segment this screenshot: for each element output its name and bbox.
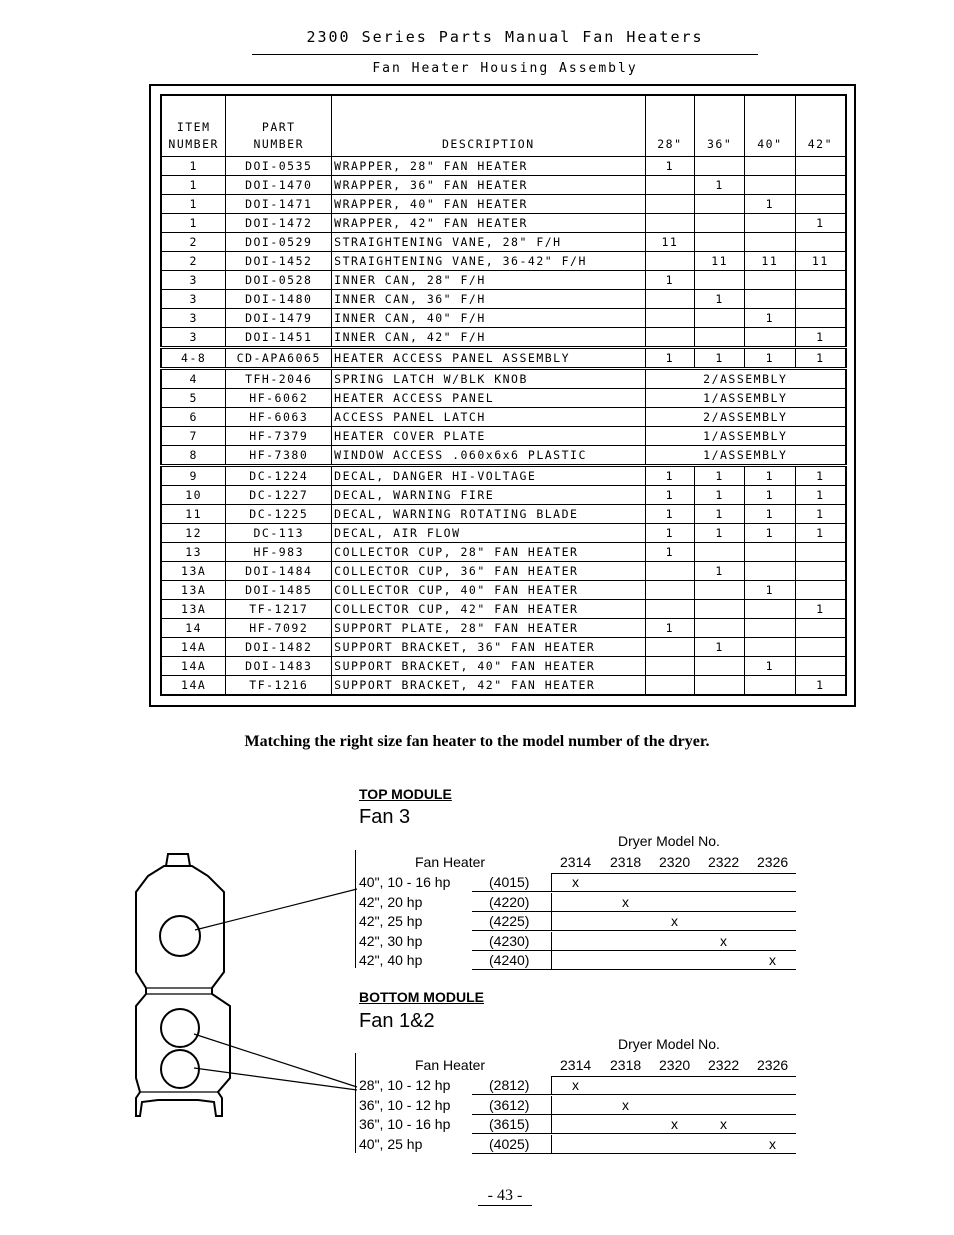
code-divider xyxy=(551,1115,552,1134)
cell-item-number: 4 xyxy=(161,369,226,389)
cell-description: INNER CAN, 36" F/H xyxy=(332,290,645,309)
cell-qty-42: 1 xyxy=(795,214,846,233)
cell-qty-28: 1 xyxy=(645,486,695,505)
model-mark: x xyxy=(622,1096,629,1113)
caption: Matching the right size fan heater to the model number of the dryer. xyxy=(244,733,710,750)
parts-table xyxy=(160,94,847,696)
cell-description: INNER CAN, 42" F/H xyxy=(332,328,645,348)
cell-part-number: TFH-2046 xyxy=(226,369,332,389)
cell-part-number: DC-113 xyxy=(226,524,332,543)
fan-size: 36", 10 - 12 hp xyxy=(359,1096,451,1113)
page-number: - 43 - xyxy=(478,1187,532,1206)
dryer-top-cap xyxy=(166,854,190,866)
table-row xyxy=(161,505,846,524)
cell-qty-36: 1 xyxy=(695,562,745,581)
code-divider xyxy=(551,1076,552,1095)
table-row xyxy=(161,676,846,696)
table-row xyxy=(161,657,846,676)
table-row xyxy=(161,157,846,176)
cell-description: DECAL, WARNING FIRE xyxy=(332,486,645,505)
cell-quantity-per-assembly: 2/ASSEMBLY xyxy=(645,369,846,389)
fan-code: (2812) xyxy=(489,1077,530,1093)
cell-qty-40 xyxy=(745,157,796,176)
cell-part-number: HF-7379 xyxy=(226,427,332,446)
cell-item-number: 10 xyxy=(161,486,226,505)
cell-qty-42: 1 xyxy=(795,676,846,696)
cell-part-number: DOI-1452 xyxy=(226,252,332,271)
fan-code: (4225) xyxy=(489,913,530,929)
cell-part-number: HF-6063 xyxy=(226,408,332,427)
cell-description: COLLECTOR CUP, 40" FAN HEATER xyxy=(332,581,645,600)
cell-qty-28 xyxy=(645,562,695,581)
table-row xyxy=(161,328,846,348)
cell-part-number: DOI-1483 xyxy=(226,657,332,676)
cell-qty-36: 1 xyxy=(695,638,745,657)
table-row xyxy=(161,271,846,290)
model-2320: 2320 xyxy=(659,1057,691,1073)
table-row xyxy=(161,427,846,446)
cell-description: COLLECTOR CUP, 42" FAN HEATER xyxy=(332,600,645,619)
cell-qty-36 xyxy=(695,581,745,600)
table-row xyxy=(161,348,846,369)
model-2314: 2314 xyxy=(560,854,592,870)
page-header-title: 2300 Series Parts Manual Fan Heaters xyxy=(306,28,704,46)
cell-qty-40: 1 xyxy=(745,466,796,486)
cell-item-number: 1 xyxy=(161,195,226,214)
fan-3-circle xyxy=(160,916,200,956)
cell-part-number: HF-7092 xyxy=(226,619,332,638)
cell-qty-36 xyxy=(695,657,745,676)
col-36: 36" xyxy=(695,95,745,157)
cell-qty-40: 1 xyxy=(745,581,796,600)
cell-description: INNER CAN, 40" F/H xyxy=(332,309,645,328)
model-2326: 2326 xyxy=(757,1057,789,1073)
cell-description: SPRING LATCH W/BLK KNOB xyxy=(332,369,645,389)
model-2318: 2318 xyxy=(610,854,642,870)
cell-part-number: CD-APA6065 xyxy=(226,348,332,369)
cell-qty-42 xyxy=(795,619,846,638)
cell-part-number: HF-983 xyxy=(226,543,332,562)
cell-item-number: 2 xyxy=(161,252,226,271)
top-module-fan: Fan 3 xyxy=(359,806,411,828)
cell-item-number: 1 xyxy=(161,176,226,195)
cell-qty-28 xyxy=(645,638,695,657)
code-divider xyxy=(551,932,552,951)
model-mark: x xyxy=(671,913,678,929)
cell-qty-40 xyxy=(745,214,796,233)
table-row xyxy=(161,195,846,214)
fan-size: 28", 10 - 12 hp xyxy=(359,1077,451,1093)
cell-part-number: TF-1217 xyxy=(226,600,332,619)
cell-part-number: TF-1216 xyxy=(226,676,332,696)
table-row xyxy=(161,446,846,466)
code-divider xyxy=(551,951,552,970)
cell-qty-40: 1 xyxy=(745,309,796,328)
cell-qty-42 xyxy=(795,233,846,252)
code-divider xyxy=(551,912,552,931)
cell-qty-40 xyxy=(745,233,796,252)
bottom-module-fan: Fan 1&2 xyxy=(359,1010,435,1032)
row-underline xyxy=(472,1153,796,1154)
fan-size: 36", 10 - 16 hp xyxy=(359,1116,451,1132)
cell-part-number: DOI-1480 xyxy=(226,290,332,309)
cell-qty-28: 1 xyxy=(645,505,695,524)
cell-qty-36 xyxy=(695,676,745,696)
cell-qty-42: 1 xyxy=(795,524,846,543)
cell-qty-36: 1 xyxy=(695,505,745,524)
cell-qty-42 xyxy=(795,290,846,309)
cell-item-number: 14 xyxy=(161,619,226,638)
cell-description: SUPPORT BRACKET, 40" FAN HEATER xyxy=(332,657,645,676)
cell-qty-28 xyxy=(645,581,695,600)
cell-qty-28 xyxy=(645,600,695,619)
cell-item-number: 9 xyxy=(161,466,226,486)
cell-qty-36: 1 xyxy=(695,176,745,195)
cell-description: WRAPPER, 36" FAN HEATER xyxy=(332,176,645,195)
table-row xyxy=(161,176,846,195)
cell-qty-42 xyxy=(795,543,846,562)
cell-qty-42 xyxy=(795,271,846,290)
cell-description: WRAPPER, 42" FAN HEATER xyxy=(332,214,645,233)
table-row xyxy=(161,214,846,233)
cell-qty-42: 1 xyxy=(795,466,846,486)
cell-description: COLLECTOR CUP, 28" FAN HEATER xyxy=(332,543,645,562)
model-mark: x xyxy=(572,874,579,890)
header-rule xyxy=(252,54,758,55)
cell-qty-42: 1 xyxy=(795,505,846,524)
model-mark: x xyxy=(769,952,776,968)
cell-qty-28 xyxy=(645,676,695,696)
page-header-subtitle: Fan Heater Housing Assembly xyxy=(372,61,638,76)
fan-code: (3615) xyxy=(489,1116,530,1132)
cell-description: INNER CAN, 28" F/H xyxy=(332,271,645,290)
cell-item-number: 8 xyxy=(161,446,226,466)
cell-description: COLLECTOR CUP, 36" FAN HEATER xyxy=(332,562,645,581)
cell-item-number: 1 xyxy=(161,214,226,233)
cell-part-number: DC-1225 xyxy=(226,505,332,524)
cell-qty-28 xyxy=(645,657,695,676)
table-row xyxy=(161,290,846,309)
fan-size: 42", 20 hp xyxy=(359,893,423,910)
cell-description: DECAL, AIR FLOW xyxy=(332,524,645,543)
fan-code: (4015) xyxy=(489,874,530,890)
fan-size: 40", 25 hp xyxy=(359,1135,423,1152)
cell-qty-36 xyxy=(695,233,745,252)
cell-part-number: DC-1227 xyxy=(226,486,332,505)
cell-qty-28 xyxy=(645,309,695,328)
cell-item-number: 13A xyxy=(161,581,226,600)
cell-item-number: 2 xyxy=(161,233,226,252)
fan-code: (4025) xyxy=(489,1135,530,1152)
col-40: 40" xyxy=(745,95,796,157)
dryer-model-header: Dryer Model No. xyxy=(618,833,720,849)
model-mark: x xyxy=(720,932,727,949)
cell-description: DECAL, DANGER HI-VOLTAGE xyxy=(332,466,645,486)
code-divider xyxy=(551,893,552,912)
cell-qty-36 xyxy=(695,543,745,562)
cell-qty-40: 1 xyxy=(745,505,796,524)
cell-qty-36: 1 xyxy=(695,290,745,309)
cell-qty-42: 11 xyxy=(795,252,846,271)
fan-1-circle xyxy=(161,1009,199,1047)
cell-description: HEATER COVER PLATE xyxy=(332,427,645,446)
cell-part-number: DOI-1482 xyxy=(226,638,332,657)
cell-qty-36 xyxy=(695,157,745,176)
cell-qty-28: 1 xyxy=(645,524,695,543)
cell-qty-28: 1 xyxy=(645,543,695,562)
table-row xyxy=(161,233,846,252)
cell-qty-36 xyxy=(695,309,745,328)
model-mark: x xyxy=(720,1116,727,1132)
fan-code: (4220) xyxy=(489,893,530,910)
cell-item-number: 7 xyxy=(161,427,226,446)
cell-part-number: DOI-1470 xyxy=(226,176,332,195)
cell-qty-36 xyxy=(695,619,745,638)
code-divider xyxy=(551,873,552,892)
cell-qty-42: 1 xyxy=(795,328,846,348)
cell-qty-42: 1 xyxy=(795,348,846,369)
header-underline xyxy=(552,1076,796,1077)
model-2322: 2322 xyxy=(708,1057,740,1073)
top-module-divider xyxy=(355,850,356,968)
cell-qty-40: 1 xyxy=(745,657,796,676)
cell-qty-42 xyxy=(795,157,846,176)
cell-description: SUPPORT PLATE, 28" FAN HEATER xyxy=(332,619,645,638)
cell-qty-40 xyxy=(745,562,796,581)
table-row xyxy=(161,581,846,600)
cell-item-number: 3 xyxy=(161,328,226,348)
row-underline xyxy=(472,969,796,970)
model-2322: 2322 xyxy=(708,854,740,870)
cell-qty-28: 1 xyxy=(645,348,695,369)
table-row xyxy=(161,638,846,657)
cell-item-number: 12 xyxy=(161,524,226,543)
table-row xyxy=(161,543,846,562)
cell-item-number: 4-8 xyxy=(161,348,226,369)
table-row xyxy=(161,252,846,271)
table-row xyxy=(161,524,846,543)
cell-part-number: DOI-1472 xyxy=(226,214,332,233)
cell-part-number: DOI-1451 xyxy=(226,328,332,348)
cell-item-number: 5 xyxy=(161,389,226,408)
cell-item-number: 3 xyxy=(161,290,226,309)
cell-qty-40 xyxy=(745,543,796,562)
cell-qty-40: 1 xyxy=(745,195,796,214)
cell-description: HEATER ACCESS PANEL ASSEMBLY xyxy=(332,348,645,369)
code-divider xyxy=(551,1135,552,1154)
table-row xyxy=(161,309,846,328)
cell-quantity-per-assembly: 1/ASSEMBLY xyxy=(645,389,846,408)
cell-item-number: 3 xyxy=(161,271,226,290)
model-2314: 2314 xyxy=(560,1057,592,1073)
cell-item-number: 13 xyxy=(161,543,226,562)
cell-qty-36 xyxy=(695,214,745,233)
fan-heater-header: Fan Heater xyxy=(415,854,486,870)
cell-description: DECAL, WARNING ROTATING BLADE xyxy=(332,505,645,524)
cell-description: STRAIGHTENING VANE, 28" F/H xyxy=(332,233,645,252)
cell-qty-40: 1 xyxy=(745,348,796,369)
model-mark: x xyxy=(622,893,629,910)
cell-qty-28: 1 xyxy=(645,619,695,638)
fan-2-circle xyxy=(161,1050,199,1088)
dryer-top-module xyxy=(136,866,230,1116)
cell-description: SUPPORT BRACKET, 42" FAN HEATER xyxy=(332,676,645,696)
cell-qty-40: 1 xyxy=(745,524,796,543)
cell-qty-40: 1 xyxy=(745,486,796,505)
cell-qty-42 xyxy=(795,657,846,676)
cell-description: WRAPPER, 28" FAN HEATER xyxy=(332,157,645,176)
cell-part-number: DOI-1471 xyxy=(226,195,332,214)
cell-qty-42 xyxy=(795,176,846,195)
model-mark: x xyxy=(671,1116,678,1132)
cell-qty-40 xyxy=(745,638,796,657)
cell-qty-42 xyxy=(795,581,846,600)
cell-item-number: 13A xyxy=(161,562,226,581)
cell-qty-28 xyxy=(645,290,695,309)
model-2318: 2318 xyxy=(610,1057,642,1073)
cell-qty-40: 11 xyxy=(745,252,796,271)
cell-qty-42 xyxy=(795,562,846,581)
cell-qty-40 xyxy=(745,619,796,638)
col-item-number: ITEM NUMBER xyxy=(161,95,226,157)
cell-part-number: DOI-1484 xyxy=(226,562,332,581)
cell-qty-40 xyxy=(745,271,796,290)
table-row xyxy=(161,486,846,505)
cell-part-number: HF-6062 xyxy=(226,389,332,408)
cell-qty-36 xyxy=(695,271,745,290)
cell-quantity-per-assembly: 1/ASSEMBLY xyxy=(645,427,846,446)
model-mark: x xyxy=(572,1077,579,1093)
cell-qty-28: 1 xyxy=(645,157,695,176)
cell-qty-36 xyxy=(695,600,745,619)
cell-qty-36 xyxy=(695,328,745,348)
cell-description: ACCESS PANEL LATCH xyxy=(332,408,645,427)
col-part-number: PART NUMBER xyxy=(226,95,332,157)
fan-size: 42", 30 hp xyxy=(359,932,423,949)
cell-item-number: 14A xyxy=(161,638,226,657)
cell-part-number: DOI-0528 xyxy=(226,271,332,290)
cell-qty-28 xyxy=(645,176,695,195)
cell-qty-36: 1 xyxy=(695,486,745,505)
cell-qty-36: 11 xyxy=(695,252,745,271)
cell-qty-36: 1 xyxy=(695,524,745,543)
cell-qty-42: 1 xyxy=(795,486,846,505)
bottom-module-divider xyxy=(355,1053,356,1153)
cell-qty-42 xyxy=(795,195,846,214)
cell-qty-40 xyxy=(745,600,796,619)
cell-part-number: DOI-0535 xyxy=(226,157,332,176)
cell-qty-28 xyxy=(645,252,695,271)
cell-item-number: 3 xyxy=(161,309,226,328)
fan-code: (4230) xyxy=(489,932,530,949)
cell-qty-40 xyxy=(745,176,796,195)
cell-qty-28: 11 xyxy=(645,233,695,252)
cell-qty-28: 1 xyxy=(645,466,695,486)
cell-part-number: DOI-1479 xyxy=(226,309,332,328)
table-row xyxy=(161,389,846,408)
cell-qty-40 xyxy=(745,290,796,309)
fan-size: 42", 40 hp xyxy=(359,952,423,968)
cell-qty-40 xyxy=(745,676,796,696)
cell-part-number: DOI-1485 xyxy=(226,581,332,600)
cell-description: HEATER ACCESS PANEL xyxy=(332,389,645,408)
table-row xyxy=(161,466,846,486)
cell-part-number: HF-7380 xyxy=(226,446,332,466)
col-28: 28" xyxy=(645,95,695,157)
table-row xyxy=(161,562,846,581)
cell-qty-28 xyxy=(645,214,695,233)
cell-part-number: DOI-0529 xyxy=(226,233,332,252)
cell-description: SUPPORT BRACKET, 36" FAN HEATER xyxy=(332,638,645,657)
cell-qty-42 xyxy=(795,638,846,657)
dryer-model-header: Dryer Model No. xyxy=(618,1036,720,1052)
cell-qty-42: 1 xyxy=(795,600,846,619)
fan-code: (4240) xyxy=(489,952,530,968)
table-row xyxy=(161,600,846,619)
cell-item-number: 6 xyxy=(161,408,226,427)
model-2320: 2320 xyxy=(659,854,691,870)
cell-qty-36 xyxy=(695,195,745,214)
cell-description: WRAPPER, 40" FAN HEATER xyxy=(332,195,645,214)
cell-qty-28 xyxy=(645,195,695,214)
cell-qty-28: 1 xyxy=(645,271,695,290)
parts-table-header xyxy=(161,95,846,157)
cell-qty-40 xyxy=(745,328,796,348)
cell-qty-36: 1 xyxy=(695,348,745,369)
fan-size: 40", 10 - 16 hp xyxy=(359,874,451,890)
top-module-label: TOP MODULE xyxy=(359,786,452,802)
cell-item-number: 1 xyxy=(161,157,226,176)
cell-item-number: 13A xyxy=(161,600,226,619)
cell-description: STRAIGHTENING VANE, 36-42" F/H xyxy=(332,252,645,271)
header-underline xyxy=(552,873,796,874)
table-row xyxy=(161,408,846,427)
col-description: DESCRIPTION xyxy=(332,95,645,157)
cell-qty-36: 1 xyxy=(695,466,745,486)
fan-heater-header: Fan Heater xyxy=(415,1057,486,1073)
cell-qty-42 xyxy=(795,309,846,328)
col-42: 42" xyxy=(795,95,846,157)
cell-quantity-per-assembly: 2/ASSEMBLY xyxy=(645,408,846,427)
cell-qty-28 xyxy=(645,328,695,348)
cell-item-number: 14A xyxy=(161,657,226,676)
cell-description: WINDOW ACCESS .060x6x6 PLASTIC xyxy=(332,446,645,466)
cell-item-number: 14A xyxy=(161,676,226,696)
table-row xyxy=(161,369,846,389)
table-row xyxy=(161,619,846,638)
cell-quantity-per-assembly: 1/ASSEMBLY xyxy=(645,446,846,466)
model-2326: 2326 xyxy=(757,854,789,870)
model-mark: x xyxy=(769,1135,776,1152)
cell-item-number: 11 xyxy=(161,505,226,524)
code-divider xyxy=(551,1096,552,1115)
bottom-module-label: BOTTOM MODULE xyxy=(359,989,484,1005)
fan-size: 42", 25 hp xyxy=(359,913,423,929)
fan-code: (3612) xyxy=(489,1096,530,1113)
cell-part-number: DC-1224 xyxy=(226,466,332,486)
